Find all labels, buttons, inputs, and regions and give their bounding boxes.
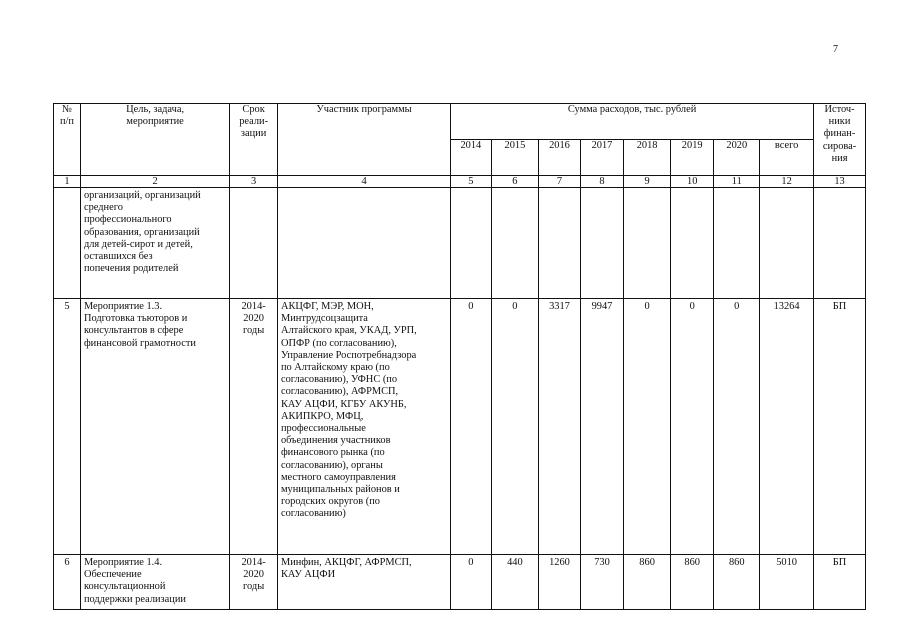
- row-total: 13264: [760, 299, 814, 555]
- column-number: 6: [491, 176, 539, 188]
- row-value: 3317: [539, 299, 580, 555]
- budget-table: [53, 103, 866, 610]
- row-value: 860: [670, 555, 714, 610]
- header-year: 2016: [539, 140, 580, 176]
- row-value: [451, 188, 491, 299]
- row-value: [670, 188, 714, 299]
- row-value: 440: [491, 555, 539, 610]
- row-value: [714, 188, 760, 299]
- row-value: 730: [580, 555, 624, 610]
- row-term: 2014- 2020 годы: [230, 555, 278, 610]
- row-num: [54, 188, 81, 299]
- row-value: [491, 188, 539, 299]
- column-number: 13: [814, 176, 866, 188]
- row-num: 6: [54, 555, 81, 610]
- row-source: [814, 188, 866, 299]
- column-number: 12: [760, 176, 814, 188]
- table-row: [54, 555, 866, 610]
- row-value: 860: [624, 555, 671, 610]
- table-row: [54, 299, 866, 555]
- row-total: [760, 188, 814, 299]
- header-year: 2017: [580, 140, 624, 176]
- header-year: 2015: [491, 140, 539, 176]
- column-number: 4: [277, 176, 450, 188]
- row-value: 0: [624, 299, 671, 555]
- row-participant: АКЦФГ, МЭР, МОН, Минтрудсоцзащита Алтайского края, УКАД, УРП, ОПФР (по согласованию), Управление Роспотребнадзора по Алтайскому краю (по согласованию), УФНС (по согласованию), АФРМСП, КАУ АЦФИ, КГБУ АКУНБ, АКИПКРО, МФЦ, профессиональные объединения участников финансового рынка (по согласованию), органы местного самоуправления муниципальных районов и городских округов (по согласованию): [277, 299, 450, 555]
- row-term: [230, 188, 278, 299]
- row-num: 5: [54, 299, 81, 555]
- row-value: 0: [451, 555, 491, 610]
- header-goal: Цель, задача, мероприятие: [80, 104, 229, 176]
- row-source: БП: [814, 555, 866, 610]
- row-goal: организаций, организаций среднего профессионального образования, организаций для детей-сирот и детей, оставшихся без попечения родителей: [80, 188, 229, 299]
- header-participant: Участник программы: [277, 104, 450, 176]
- row-participant: Минфин, АКЦФГ, АФРМСП, КАУ АЦФИ: [277, 555, 450, 610]
- row-value: 0: [670, 299, 714, 555]
- column-number: 3: [230, 176, 278, 188]
- column-number: 9: [624, 176, 671, 188]
- column-number: 2: [80, 176, 229, 188]
- header-source: Источ- ники финан- сирова- ния: [814, 104, 866, 176]
- header-year: 2018: [624, 140, 671, 176]
- header-total: всего: [760, 140, 814, 176]
- column-number: 7: [539, 176, 580, 188]
- row-participant: [277, 188, 450, 299]
- table-row: [54, 188, 866, 299]
- row-term: 2014- 2020 годы: [230, 299, 278, 555]
- column-number: 5: [451, 176, 491, 188]
- column-number: 11: [714, 176, 760, 188]
- header-num: № п/п: [54, 104, 81, 176]
- row-value: [539, 188, 580, 299]
- header-year: 2019: [670, 140, 714, 176]
- row-value: [624, 188, 671, 299]
- row-value: 0: [491, 299, 539, 555]
- column-number: 8: [580, 176, 624, 188]
- header-term: Срок реали- зации: [230, 104, 278, 176]
- header-row-1: [54, 104, 866, 140]
- row-value: 9947: [580, 299, 624, 555]
- row-goal: Мероприятие 1.3. Подготовка тьюторов и консультантов в сфере финансовой грамотности: [80, 299, 229, 555]
- header-year: 2020: [714, 140, 760, 176]
- row-value: 860: [714, 555, 760, 610]
- header-year: 2014: [451, 140, 491, 176]
- column-number-row: [54, 176, 866, 188]
- header-sum-title: Сумма расходов, тыс. рублей: [451, 104, 814, 140]
- row-value: [580, 188, 624, 299]
- row-goal: Мероприятие 1.4. Обеспечение консультационной поддержки реализации: [80, 555, 229, 610]
- row-source: БП: [814, 299, 866, 555]
- row-value: 0: [451, 299, 491, 555]
- page-number: 7: [833, 44, 838, 55]
- column-number: 1: [54, 176, 81, 188]
- row-total: 5010: [760, 555, 814, 610]
- column-number: 10: [670, 176, 714, 188]
- row-value: 0: [714, 299, 760, 555]
- row-value: 1260: [539, 555, 580, 610]
